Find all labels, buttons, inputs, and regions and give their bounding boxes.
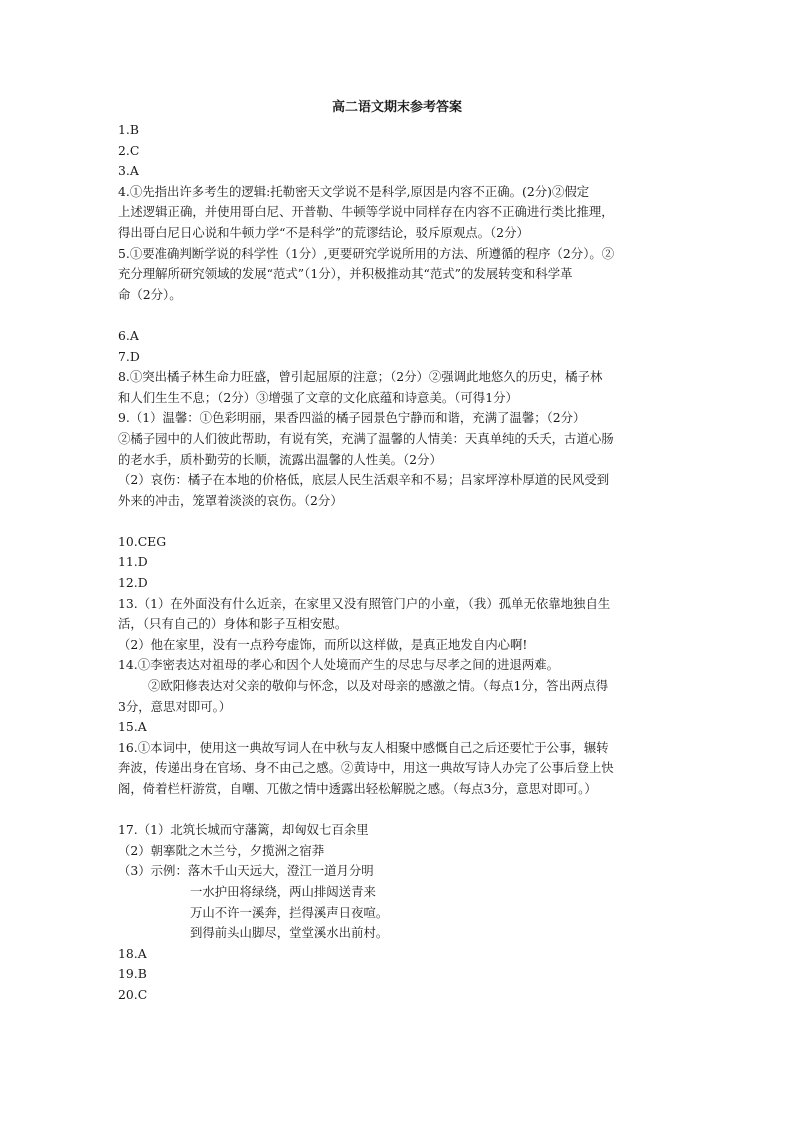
- answer-4-line-1: 4.①先指出许多考生的逻辑:托勒密天文学说不是科学,原因是内容不正确。(2分)②假定: [118, 183, 590, 199]
- answer-12: 12.D: [118, 575, 148, 591]
- answer-19: 19.B: [118, 966, 147, 982]
- answer-16-line-1: 16.①本词中，使用这一典故写词人在中秋与友人相聚中感慨自己之后还要忙于公事，辗转: [118, 739, 609, 755]
- answer-4-line-3: 得出哥白尼日心说和牛顿力学“不是科学”的荒谬结论，驳斥原观点。（2分）: [118, 224, 529, 240]
- section-gap: [118, 305, 698, 326]
- answer-5-line-3: 命（2分）。: [118, 286, 182, 302]
- answer-9-line-2: ②橘子园中的人们彼此帮助，有说有笑，充满了温馨的人情美：天真单纯的夭夭，古道心肠: [118, 430, 614, 446]
- answer-9-line-1: 9.（1）温馨：①色彩明丽，果香四溢的橘子园景色宁静而和谐，充满了温馨；（2分）: [118, 410, 586, 426]
- answer-15: 15.A: [118, 719, 147, 735]
- answer-13-line-2: 活，（只有自己的）身体和影子互相安慰。: [118, 616, 348, 632]
- answer-11: 11.D: [118, 554, 148, 570]
- answer-14-line-1: 14.①李密表达对祖母的孝心和因个人处境而产生的尽忠与尽孝之间的进退两难。: [118, 657, 559, 673]
- answer-17-line-3: （3）示例：落木千山天远大，澄江一道月分明: [118, 863, 374, 879]
- answer-4-line-2: 上述逻辑正确，并使用哥白尼、开普勒、牛顿等学说中同样存在内容不正确进行类比推理，: [118, 204, 614, 220]
- answer-9-line-3: 的老水手，质朴勤劳的长顺，流露出温馨的人性美。（2分）: [118, 451, 442, 467]
- answer-6: 6.A: [118, 327, 139, 343]
- answer-7: 7.D: [118, 348, 140, 364]
- answer-14-line-3: 3分，意思对即可。）: [118, 698, 232, 714]
- answer-10: 10.CEG: [118, 533, 167, 549]
- answer-16-line-2: 奔波，传递出身在官场、身不由己之感。②黄诗中，用这一典故写诗人办完了公事后登上快: [118, 760, 614, 776]
- answer-13-line-1: 13.（1）在外面没有什么近亲，在家里又没有照管门户的小童，（我）孤单无依靠地独自生: [118, 595, 611, 611]
- answer-13-line-3: （2）他在家里，没有一点矜夸虚饰，而所以这样做，是真正地发自内心啊!: [118, 636, 528, 652]
- answer-18: 18.A: [118, 945, 147, 961]
- answer-17-line-1: 17.（1）北筑长城而守藩篱，却匈奴七百余里: [118, 822, 369, 838]
- answer-3: 3.A: [118, 163, 139, 179]
- page-title: 高二语文期末参考答案: [331, 100, 462, 115]
- section-gap: [118, 800, 698, 821]
- poem-line-3: 万山不许一溪奔，拦得溪声日夜喧。: [190, 904, 389, 920]
- answer-16-line-3: 阁，倚着栏杆游赏，自嘲、兀傲之情中透露出轻松解脱之感。（每点3分，意思对即可。）: [118, 781, 597, 796]
- answer-14-line-2: ②欧阳修表达对父亲的敬仰与怀念，以及对母亲的感激之情。（每点1分，答出两点得: [148, 678, 609, 694]
- poem-line-4: 到得前头山脚尽，堂堂溪水出前村。: [190, 925, 389, 941]
- answer-2: 2.C: [118, 142, 140, 158]
- answer-17-line-2: （2）朝搴阰之木兰兮，夕揽洲之宿莽: [118, 842, 325, 858]
- section-gap: [118, 511, 698, 532]
- answer-body: [118, 120, 698, 1006]
- answer-5-line-2: 充分理解所研究领域的发展“范式”（1分），并积极推动其“范式”的发展转变和科学革: [118, 266, 573, 282]
- answer-1: 1.B: [118, 122, 139, 137]
- poem-line-2: 一水护田将绿绕，两山排闼送青来: [190, 883, 376, 899]
- answer-8-line-1: 8.①突出橘子林生命力旺盛，曾引起屈原的注意；（2分）②强调此地悠久的历史，橘子林: [118, 369, 603, 385]
- answer-5-line-1: 5.①要准确判断学说的科学性（1分）,更要研究学说所用的方法、所遵循的程序（2分）。②: [118, 245, 615, 261]
- answer-8-line-2: 和人们生生不息；（2分）③增强了文章的文化底蕴和诗意美。（可得1分）: [118, 389, 518, 405]
- answer-9-line-5: 外来的冲击，笼罩着淡淡的哀伤。（2分）: [118, 492, 343, 508]
- answer-9-line-4: （2）哀伤：橘子在本地的价格低，底层人民生活艰辛和不易；吕家坪淳朴厚道的民风受到: [118, 472, 610, 488]
- answer-20: 20.C: [118, 986, 148, 1002]
